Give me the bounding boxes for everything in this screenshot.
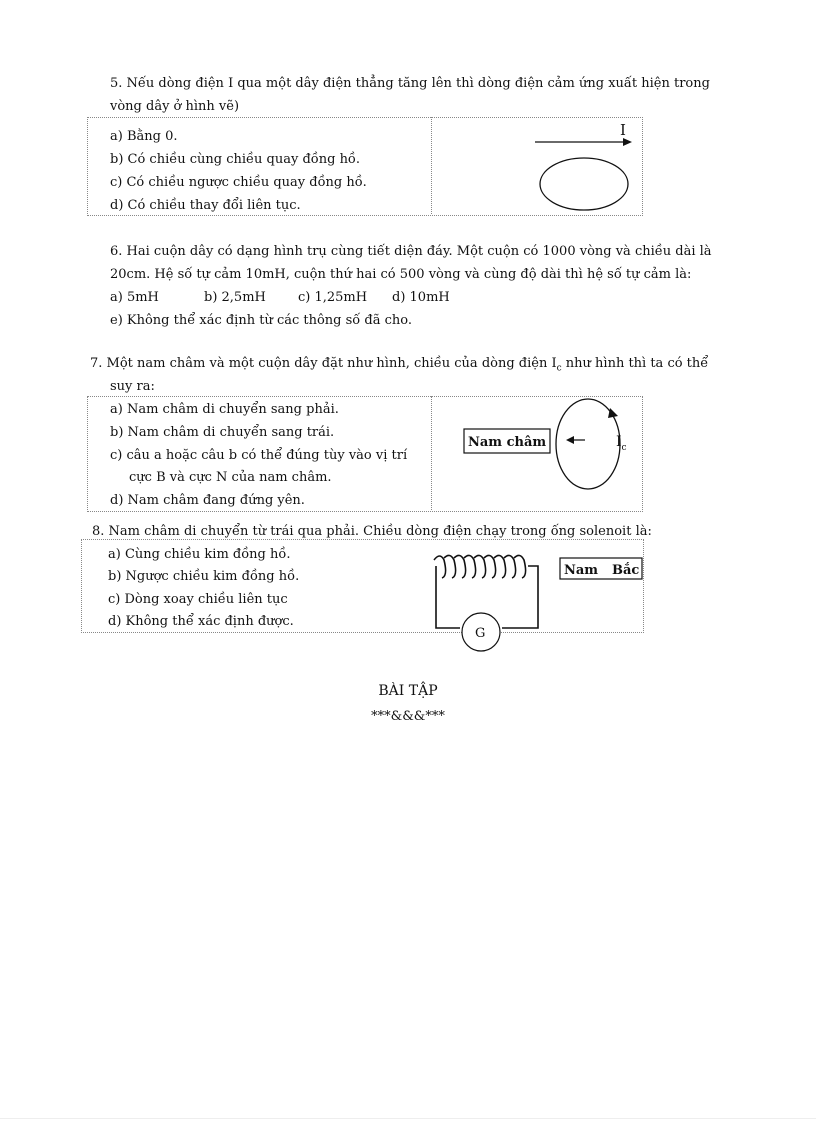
q5-option-a: a) Bằng 0. [110, 129, 178, 144]
q6-question-line2: 20cm. Hệ số tự cảm 10mH, cuộn thứ hai có 500 vòng và cùng độ dài thì hệ số tự cảm là: [110, 267, 692, 282]
current-label-Ic: $I_c$ [616, 434, 627, 453]
q6-option-c: c) 1,25mH [298, 290, 368, 305]
section-title: BÀI TẬP [378, 683, 438, 699]
q7-question-line1: 7. Một nam châm và một cuộn dây đặt như hình, chiều của dòng điện $I_c$ như hình thì ta có thể [90, 356, 709, 374]
q8-option-a: a) Cùng chiều kim đồng hồ. [108, 547, 291, 562]
solenoid-coil [434, 555, 526, 578]
current-label-I: I [620, 121, 626, 139]
q8-option-b: b) Ngược chiều kim đồng hồ. [108, 569, 300, 584]
q7-option-c-cont: cực B và cực N của nam châm. [129, 470, 332, 485]
q8-option-d: d) Không thể xác định được. [108, 614, 294, 629]
q6-question-line1: 6. Hai cuộn dây có dạng hình trụ cùng tiết diện đáy. Một cuộn có 1000 vòng và chiều dài là [110, 244, 712, 259]
arrow-left-icon [566, 436, 574, 444]
q5-figure-loop-and-wire [520, 118, 640, 213]
q5-option-c: c) Có chiều ngược chiều quay đồng hồ. [110, 175, 367, 190]
coil-arrow-icon [608, 408, 618, 418]
section-divider-stars: ***&&&*** [371, 709, 445, 724]
wire-right [502, 566, 538, 628]
q5-question-line2: vòng dây ở hình vẽ) [110, 99, 240, 114]
q8-question-line1: 8. Nam châm di chuyển từ trái qua phải. Chiều dòng điện chạy trong ống solenoit là: [92, 524, 652, 539]
q8-figure-solenoid-circuit [430, 548, 650, 654]
wire-left [436, 566, 460, 628]
q6-option-e: e) Không thể xác định từ các thông số đã cho. [110, 313, 412, 328]
magnet-north-label: Nam [564, 563, 599, 578]
q5-option-b: b) Có chiều cùng chiều quay đồng hồ. [110, 152, 361, 167]
galvanometer-label: G [475, 626, 486, 641]
q7-option-d: d) Nam châm đang đứng yên. [110, 493, 305, 508]
page-bottom-rule [0, 1118, 816, 1119]
magnet-label: Nam châm [468, 435, 547, 450]
magnet-south-label: Bắc [612, 563, 640, 578]
q7-option-a: a) Nam châm di chuyển sang phải. [110, 402, 339, 417]
arrow-right-icon [623, 138, 632, 146]
q6-option-d: d) 10mH [392, 290, 450, 305]
q5-table-divider [431, 117, 432, 214]
q5-question-line1: 5. Nếu dòng điện I qua một dây điện thẳng tăng lên thì dòng điện cảm ứng xuất hiện trong [110, 76, 710, 91]
q6-option-a: a) 5mH [110, 290, 159, 305]
q7-figure-magnet-and-coil [460, 396, 640, 508]
q7-option-b: b) Nam châm di chuyển sang trái. [110, 425, 335, 440]
q7-option-c: c) câu a hoặc câu b có thể đúng tùy vào vị trí [110, 448, 408, 463]
q7-table-divider [431, 396, 432, 510]
q5-option-d: d) Có chiều thay đổi liên tục. [110, 198, 301, 213]
wire-loop [540, 158, 628, 210]
q8-option-c: c) Dòng xoay chiều liên tục [108, 592, 288, 607]
q6-option-b: b) 2,5mH [204, 290, 266, 305]
q7-question-line2: suy ra: [110, 379, 155, 394]
